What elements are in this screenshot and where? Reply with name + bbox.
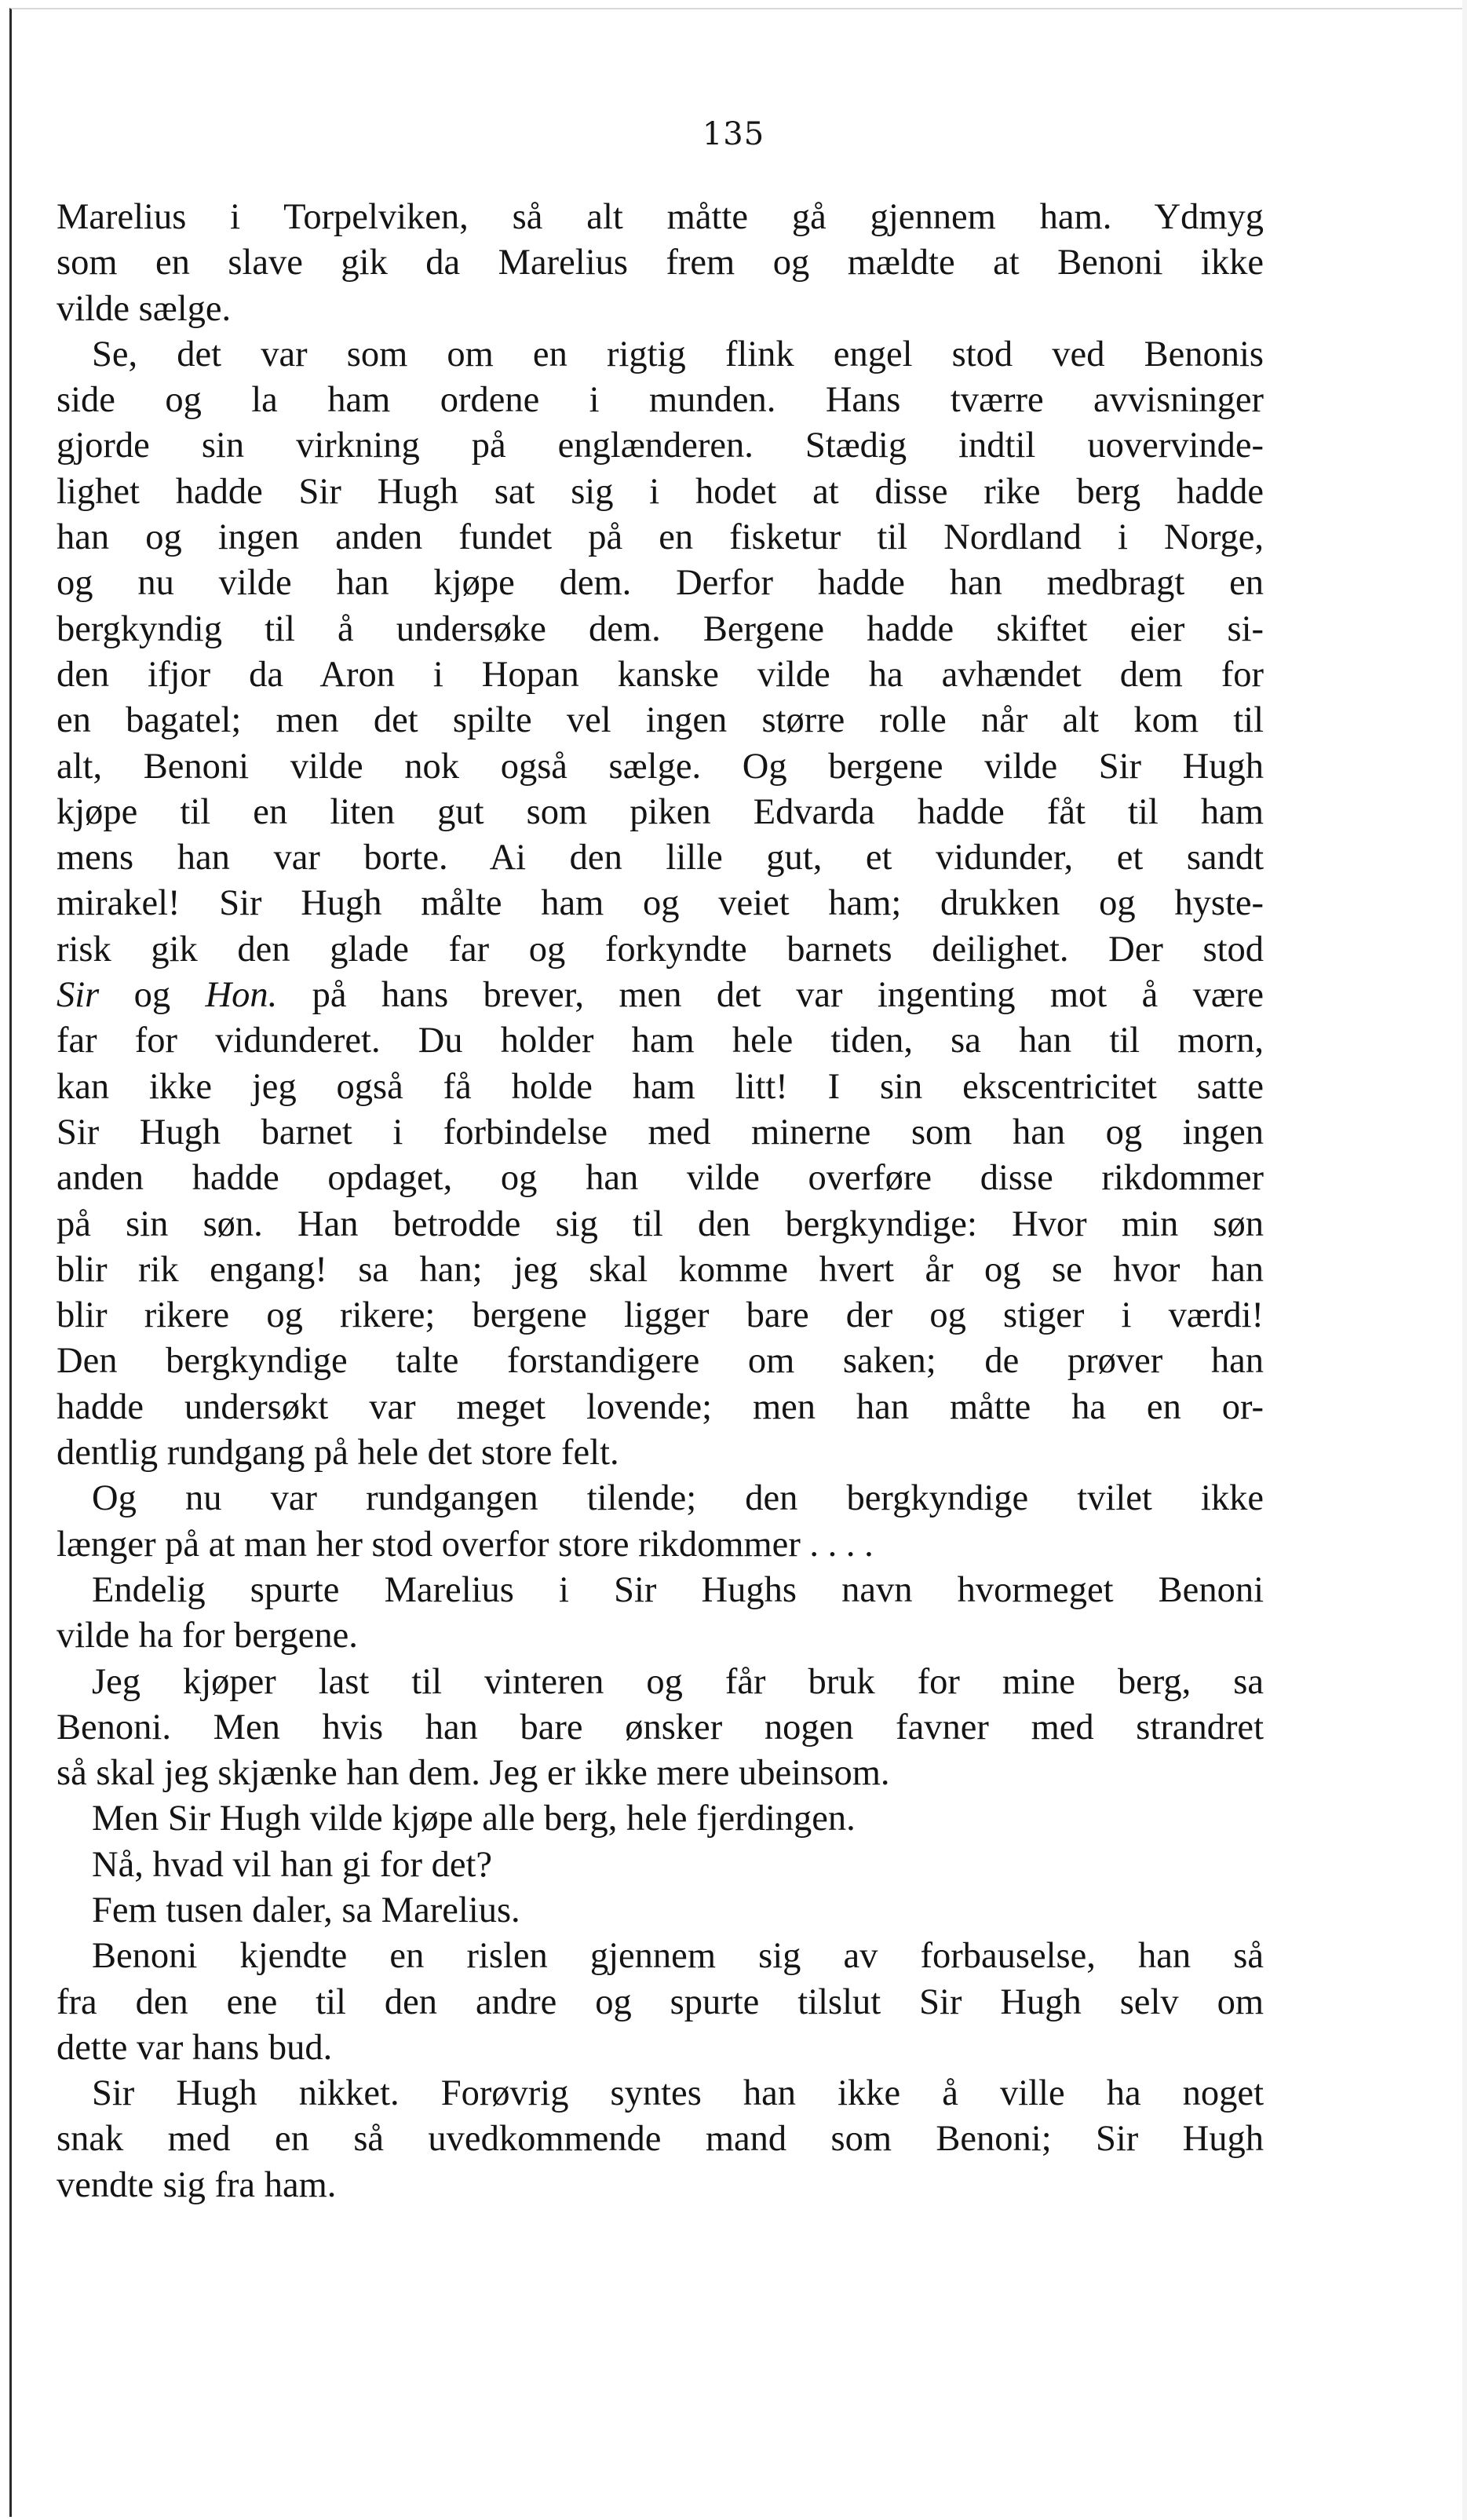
text-line: en bagatel; men det spilte vel ingen større rolle når alt kom til <box>57 700 1264 741</box>
text-line: hadde undersøkt var meget lovende; men han måtte ha en or- <box>57 1386 1264 1427</box>
text-line: dette var hans bud. <box>57 2027 333 2068</box>
text-line: længer på at man her stod overfor store rikdommer . . . . <box>57 1524 874 1565</box>
text-line: Jeg kjøper last til vinteren og får bruk for mine berg, sa <box>92 1661 1264 1702</box>
text-line: vilde sælge. <box>57 288 232 329</box>
text-line: side og la ham ordene i munden. Hans tværre avvisninger <box>57 380 1264 421</box>
text-line: fra den ene til den andre og spurte tilslut Sir Hugh selv om <box>57 1981 1264 2022</box>
text-line: vendte sig fra ham. <box>57 2164 337 2205</box>
text-line: anden hadde opdaget, og han vilde overføre disse rikdommer <box>57 1158 1264 1199</box>
text-line: så skal jeg skjænke han dem. Jeg er ikke mere ubeinsom. <box>57 1753 890 1794</box>
italic-sir: Sir <box>57 975 100 1016</box>
text-line: Sir Hugh nikket. Forøvrig syntes han ikke å ville ha noget <box>92 2073 1264 2114</box>
text-line: Benoni. Men hvis han bare ønsker nogen favner med strandret <box>57 1707 1264 1748</box>
text-line: han og ingen anden fundet på en fisketur til Nordland i Norge, <box>57 517 1264 558</box>
text-line: Sir Hugh barnet i forbindelse med minerne som han og ingen <box>57 1112 1264 1152</box>
text-line: Nå, hvad vil han gi for det? <box>92 1844 493 1885</box>
text-fragment: og <box>99 975 206 1016</box>
text-line: Og nu var rundgangen tilende; den bergkyndige tvilet ikke <box>92 1478 1264 1519</box>
text-line: alt, Benoni vilde nok også sælge. Og bergene vilde Sir Hugh <box>57 746 1264 787</box>
italic-hon: Hon. <box>205 975 278 1016</box>
text-line: kan ikke jeg også få holde ham litt! I sin ekscentricitet satte <box>57 1066 1264 1107</box>
page-number: 135 <box>702 116 765 152</box>
text-line: blir rik engang! sa han; jeg skal komme hvert år og se hvor han <box>57 1249 1264 1290</box>
text-line: blir rikere og rikere; bergene ligger bare der og stiger i værdi! <box>57 1295 1264 1336</box>
body-text <box>57 195 1264 2208</box>
text-line: Benoni kjendte en rislen gjennem sig av forbauselse, han så <box>92 1936 1264 1977</box>
text-line: risk gik den glade far og forkyndte barnets deilighet. Der stod <box>57 929 1264 970</box>
text-line: Marelius i Torpelviken, så alt måtte gå gjennem ham. Ydmyg <box>57 197 1264 237</box>
text-line: på sin søn. Han betrodde sig til den bergkyndige: Hvor min søn <box>57 1203 1264 1244</box>
text-line: Den bergkyndige talte forstandigere om saken; de prøver han <box>57 1341 1264 1382</box>
text-line: mens han var borte. Ai den lille gut, et vidunder, et sandt <box>57 838 1264 878</box>
text-line: lighet hadde Sir Hugh sat sig i hodet at disse rike berg hadde <box>57 471 1264 512</box>
text-line: mirakel! Sir Hugh målte ham og veiet ham; drukken og hyste- <box>57 883 1264 924</box>
text-line: Endelig spurte Marelius i Sir Hughs navn hvormeget Benoni <box>92 1569 1264 1610</box>
text-line: far for vidunderet. Du holder ham hele tiden, sa han til morn, <box>57 1021 1264 1061</box>
text-line: gjorde sin virkning på englænderen. Stædig indtil uovervinde- <box>57 425 1264 466</box>
text-line: den ifjor da Aron i Hopan kanske vilde ha avhændet dem for <box>57 654 1264 695</box>
page-edge <box>1462 0 1467 2520</box>
text-fragment: på hans brever, men det var ingenting mot å være <box>277 975 1264 1016</box>
text-line: Se, det var som om en rigtig flink engel stod ved Benonis <box>92 334 1264 374</box>
text-line: snak med en så uvedkommende mand som Benoni; Sir Hugh <box>57 2119 1264 2160</box>
text-line: som en slave gik da Marelius frem og mældte at Benoni ikke <box>57 243 1264 283</box>
text-line <box>57 973 1264 1018</box>
text-line: og nu vilde han kjøpe dem. Derfor hadde han medbragt en <box>57 563 1264 604</box>
text-line: vilde ha for bergene. <box>57 1616 358 1656</box>
text-line: Men Sir Hugh vilde kjøpe alle berg, hele fjerdingen. <box>92 1799 856 1839</box>
text-line: kjøpe til en liten gut som piken Edvarda hadde fåt til ham <box>57 791 1264 832</box>
text-line: dentlig rundgang på hele det store felt. <box>57 1433 619 1474</box>
text-line: Fem tusen daler, sa Marelius. <box>92 1890 520 1930</box>
text-line: bergkyndig til å undersøke dem. Bergene hadde skiftet eier si- <box>57 608 1264 649</box>
